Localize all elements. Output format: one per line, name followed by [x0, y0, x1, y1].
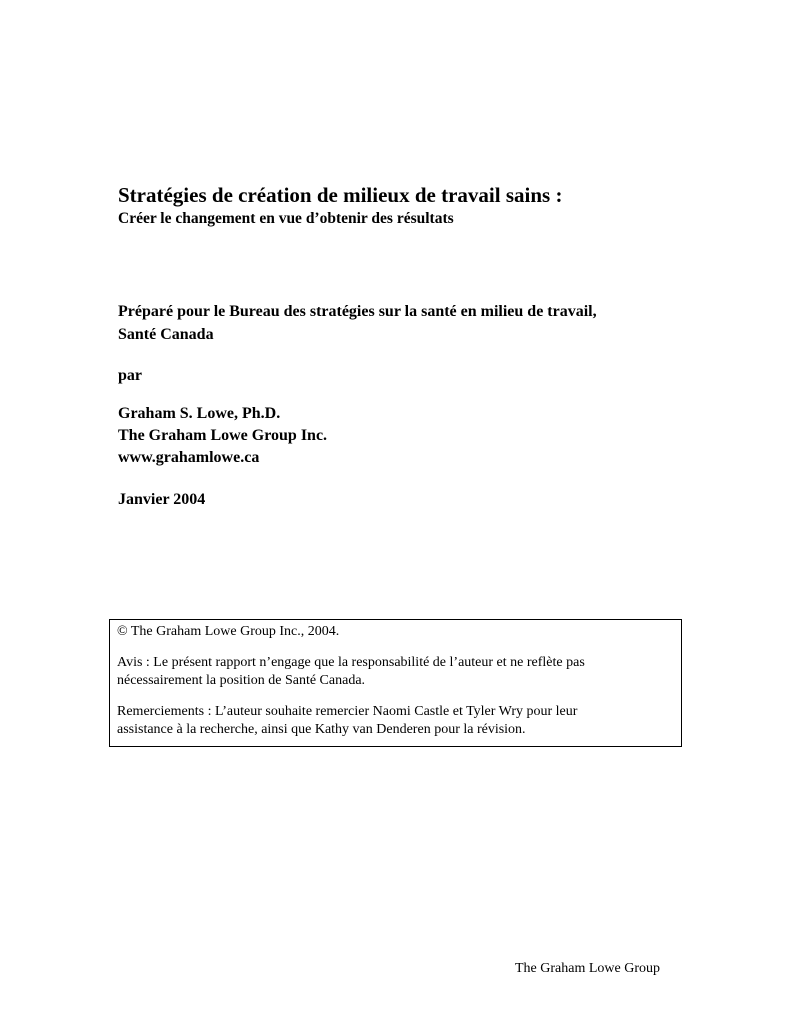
prepared-for — [118, 300, 597, 346]
acknowledgements — [117, 703, 673, 739]
notice-box — [109, 619, 682, 747]
disclaimer — [117, 654, 673, 690]
author-name: Graham S. Lowe, Ph.D. — [118, 405, 281, 422]
document-title: Stratégies de création de milieux de travail sains : — [118, 183, 563, 207]
author-company: The Graham Lowe Group Inc. — [118, 427, 328, 444]
disclaimer-line-2: nécessairement la position de Santé Canada. — [117, 673, 366, 688]
page-footer: The Graham Lowe Group — [515, 961, 661, 976]
prepared-for-line-2: Santé Canada — [118, 326, 214, 343]
acknowledgements-line-1: Remerciements : L’auteur souhaite remercier Naomi Castle et Tyler Wry pour leur — [117, 704, 578, 719]
disclaimer-line-1: Avis : Le présent rapport n’engage que la responsabilité de l’auteur et ne reflète pas — [117, 655, 585, 670]
author-block — [118, 403, 327, 469]
author-website: www.grahamlowe.ca — [118, 449, 260, 466]
publication-date: Janvier 2004 — [118, 491, 206, 508]
by-label: par — [118, 367, 142, 384]
prepared-for-line-1: Préparé pour le Bureau des stratégies sur la santé en milieu de travail, — [118, 303, 597, 320]
acknowledgements-line-2: assistance à la recherche, ainsi que Kathy van Denderen pour la révision. — [117, 722, 526, 737]
document-subtitle: Créer le changement en vue d’obtenir des résultats — [118, 210, 454, 227]
copyright-notice: © The Graham Lowe Group Inc., 2004. — [117, 624, 340, 639]
